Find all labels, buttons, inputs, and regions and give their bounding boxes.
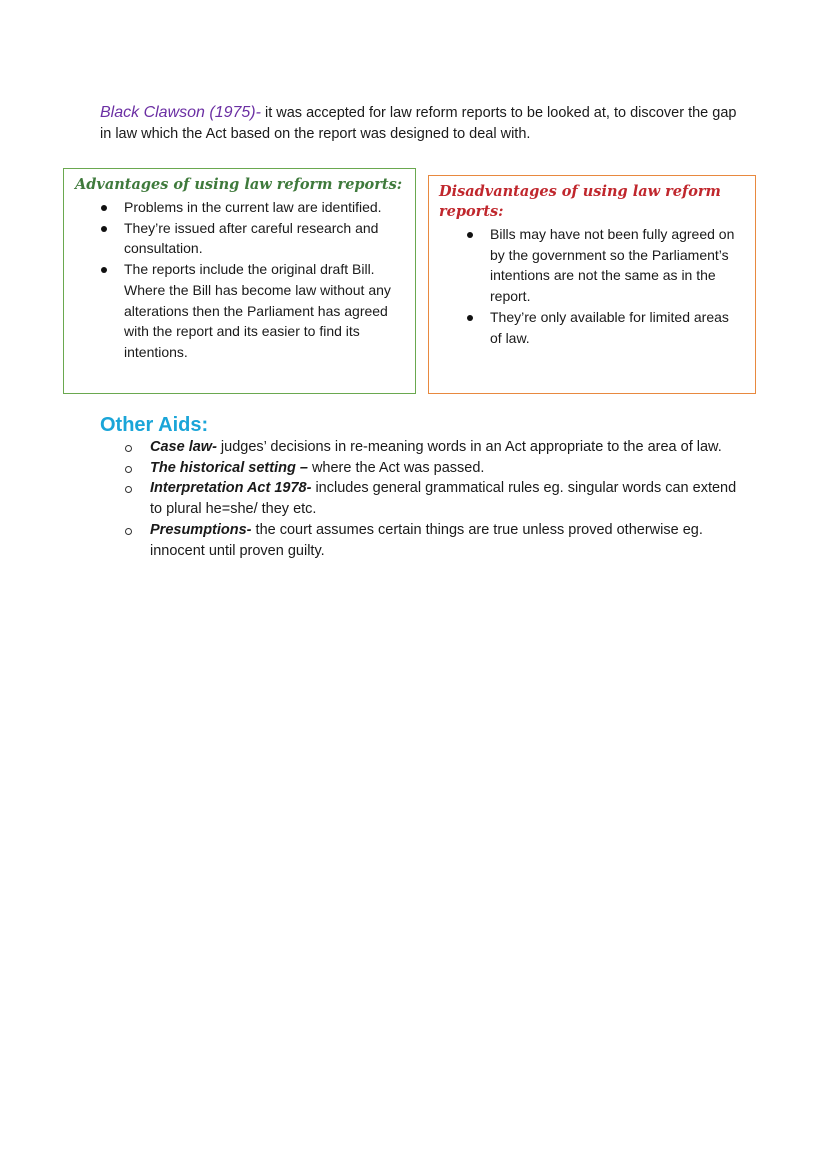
- disadvantages-list: [429, 224, 755, 348]
- other-aids-heading: Other Aids:: [100, 414, 209, 436]
- advantages-title: Advantages of using law reform reports:: [75, 176, 403, 193]
- aid-term: The historical setting –: [150, 459, 308, 476]
- disadvantages-box: [428, 175, 756, 394]
- list-item: They’re only available for limited areas of law.: [429, 307, 755, 348]
- aid-text: includes general grammatical rules eg. singular words can extend to plural he=she/ they etc.: [150, 480, 737, 518]
- other-aids-list: [100, 437, 740, 561]
- aid-text: the court assumes certain things are true unless proved otherwise eg. innocent until proven guilty.: [150, 521, 703, 559]
- intro-paragraph: [100, 102, 740, 145]
- list-item: They’re issued after careful research and consultation.: [64, 218, 415, 259]
- aid-term: Interpretation Act 1978-: [150, 480, 312, 497]
- list-item: Bills may have not been fully agreed on by the government so the Parliament’s intentions are not the same as in the report.: [429, 224, 755, 307]
- list-item: [100, 478, 740, 519]
- aid-text: judges’ decisions in re-meaning words in an Act appropriate to the area of law.: [216, 439, 722, 455]
- list-item: [100, 458, 740, 479]
- case-name: Black Clawson (1975)-: [100, 104, 261, 121]
- disadvantages-title: Disadvantages of using law reform reports:: [439, 183, 721, 220]
- intro-text: it was accepted for law reform reports to be looked at, to discover the gap in law which the Act based on the report was designed to deal with.: [100, 105, 737, 142]
- advantages-box: [63, 168, 416, 394]
- advantages-list: [64, 197, 415, 363]
- list-item: The reports include the original draft Bill. Where the Bill has become law without any alterations then the Parliament has agreed with the report and its easier to find its intentions.: [64, 259, 415, 363]
- aid-term: Case law-: [150, 439, 217, 455]
- list-item: [100, 437, 740, 458]
- aid-text: where the Act was passed.: [307, 459, 485, 476]
- list-item: Problems in the current law are identified.: [64, 197, 415, 218]
- aid-term: Presumptions-: [150, 521, 252, 538]
- list-item: [100, 520, 740, 561]
